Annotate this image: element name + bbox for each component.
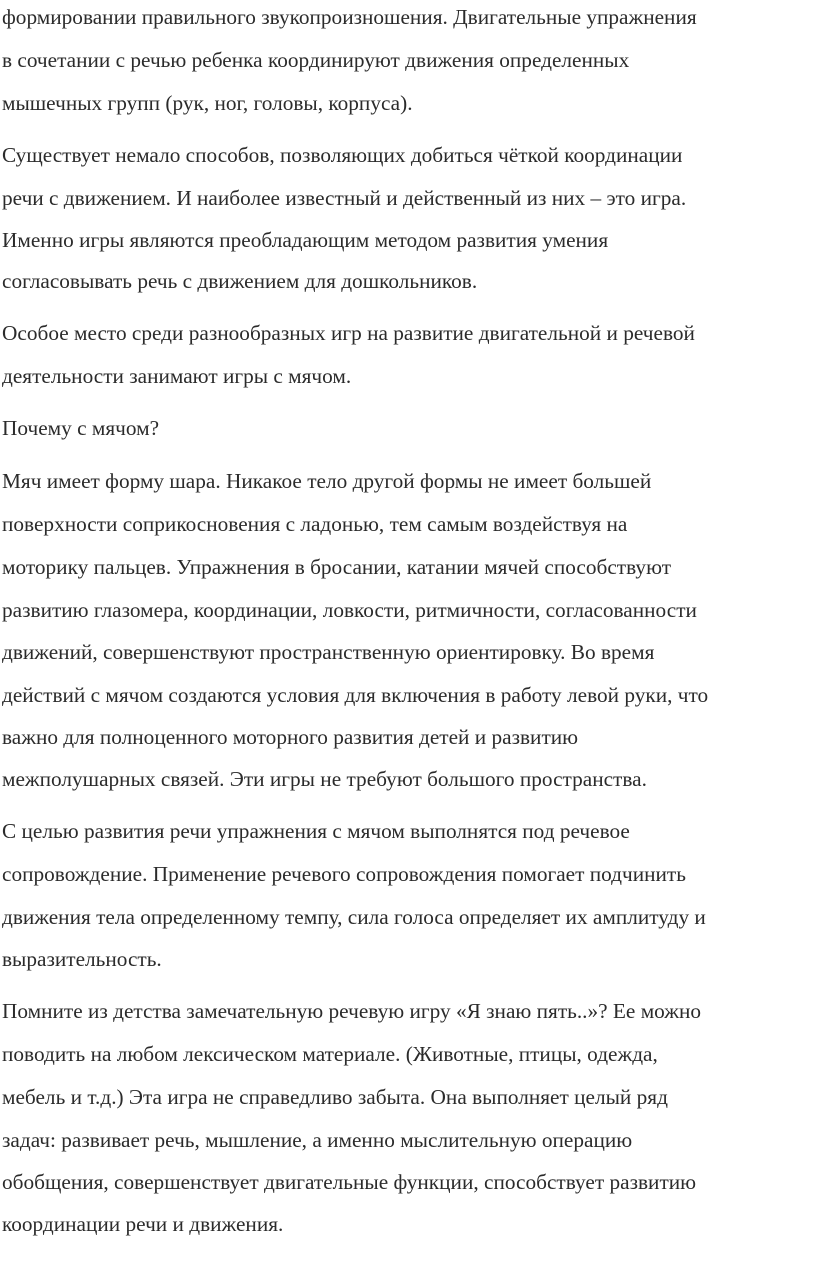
- text-line: Именно игры являются преобладающим методом развития умения: [2, 228, 609, 252]
- text-line: координации речи и движения.: [2, 1212, 284, 1236]
- text-line: обобщения, совершенствует двигательные функции, способствует развитию: [2, 1170, 697, 1194]
- text-line: Помните из детства замечательную речевую игру «Я знаю пять..»? Ее можно: [2, 999, 702, 1023]
- text-line: С целью развития речи упражнения с мячом выполнятся под речевое: [2, 819, 630, 843]
- text-line: согласовывать речь с движением для дошкольников.: [2, 269, 478, 293]
- text-line: задач: развивает речь, мышление, а именно мыслительную операцию: [2, 1128, 633, 1152]
- text-line: важно для полноценного моторного развития детей и развитию: [2, 725, 579, 749]
- text-line: движения тела определенному темпу, сила голоса определяет их амплитуду и: [2, 905, 706, 929]
- text-line: выразительность.: [2, 947, 162, 971]
- text-line: Существует немало способов, позволяющих добиться чёткой координации: [2, 143, 683, 167]
- text-line: мебель и т.д.) Эта игра не справедливо забыта. Она выполняет целый ряд: [2, 1085, 668, 1109]
- text-line: межполушарных связей. Эти игры не требуют большого пространства.: [2, 767, 647, 791]
- text-line: мышечных групп (рук, ног, головы, корпуса).: [2, 91, 413, 115]
- text-line: формировании правильного звукопроизношения. Двигательные упражнения: [2, 5, 697, 29]
- text-line: развитию глазомера, координации, ловкости, ритмичности, согласованности: [2, 598, 697, 622]
- text-line: деятельности занимают игры с мячом.: [2, 364, 352, 388]
- text-line: поверхности соприкосновения с ладонью, тем самым воздействуя на: [2, 512, 628, 536]
- text-line: Почему с мячом?: [2, 416, 160, 440]
- text-line: движений, совершенствуют пространственную ориентировку. Во время: [2, 640, 655, 664]
- text-line: Особое место среди разнообразных игр на развитие двигательной и речевой: [2, 321, 695, 345]
- text-line: речи с движением. И наиболее известный и действенный из них – это игра.: [2, 186, 687, 210]
- text-line: действий с мячом создаются условия для включения в работу левой руки, что: [2, 683, 709, 707]
- text-line: сопровождение. Применение речевого сопровождения помогает подчинить: [2, 862, 686, 886]
- document-page: [2, 0, 816, 1264]
- text-line: в сочетании с речью ребенка координируют движения определенных: [2, 48, 630, 72]
- text-line: Мяч имеет форму шара. Никакое тело другой формы не имеет большей: [2, 469, 652, 493]
- text-line: моторику пальцев. Упражнения в бросании, катании мячей способствуют: [2, 555, 672, 579]
- text-line: поводить на любом лексическом материале. (Животные, птицы, одежда,: [2, 1042, 658, 1066]
